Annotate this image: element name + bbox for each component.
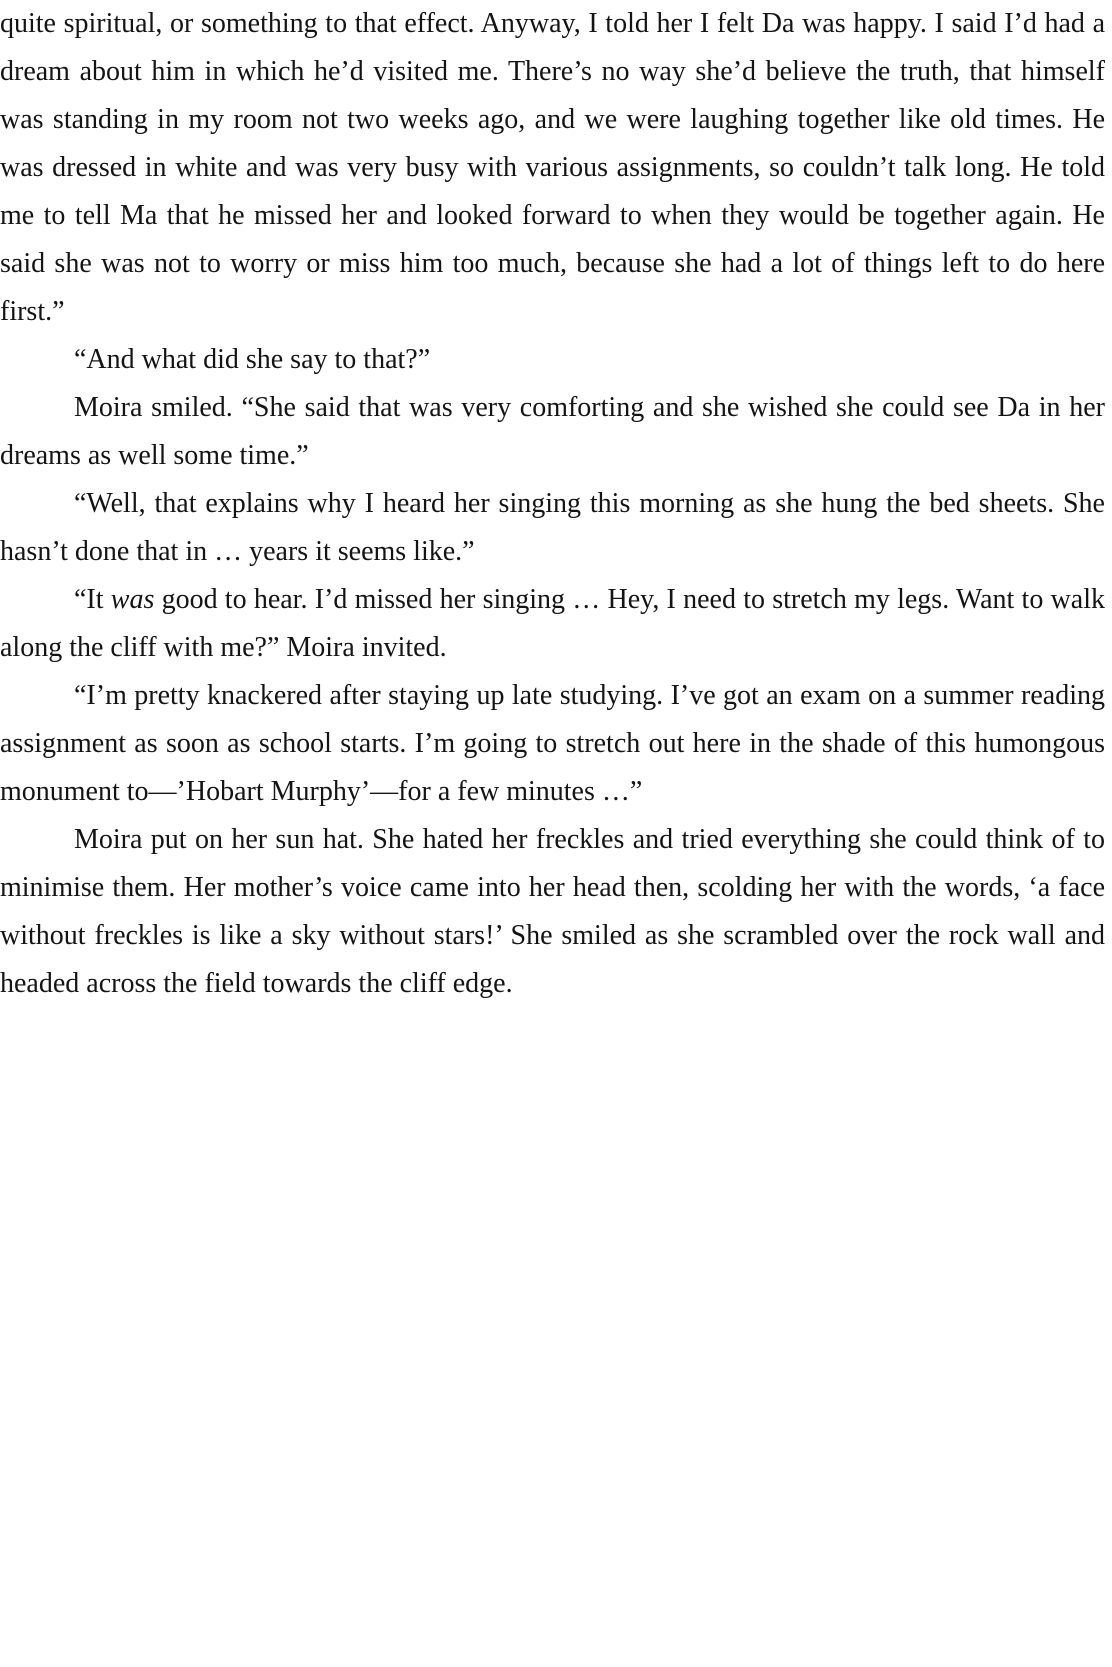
text-segment: “Well, that explains why I heard her singing this morning as she hung the bed sheets. She hasn’t done that in … years it seems like.” <box>0 488 1105 567</box>
paragraph <box>0 384 1105 480</box>
paragraph <box>0 336 1105 384</box>
paragraph <box>0 672 1105 816</box>
paragraph <box>0 480 1105 576</box>
text-segment: “And what did she say to that?” <box>74 344 431 375</box>
text-segment: quite spiritual, or something to that effect. Anyway, I told her I felt Da was happy. I said I’d had a dream about him in which he’d visited me. There’s no way she’d believe the truth, that himself was standing in my room not two weeks ago, and we were laughing together like old times. He was dressed in white and was very busy with various assignments, so couldn’t talk long. He told me to tell Ma that he missed her and looked forward to when they would be together again. He said she was not to worry or miss him too much, because she had a lot of things left to do here first.” <box>0 8 1105 327</box>
text-segment: “I’m pretty knackered after staying up late studying. I’ve got an exam on a summer reading assignment as soon as school starts. I’m going to stretch out here in the shade of this humongous monument to—’Hobart Murphy’—for a few minutes …” <box>0 680 1105 807</box>
text-segment: good to hear. I’d missed her singing … Hey, I need to stretch my legs. Want to walk along the cliff with me?” Moira invited. <box>0 584 1105 663</box>
text-segment: “It <box>74 584 111 615</box>
paragraph <box>0 576 1105 672</box>
text-segment: Moira put on her sun hat. She hated her freckles and tried everything she could think of to minimise them. Her mother’s voice came into her head then, scolding her with the words, ‘a face without freckles is like a sky without stars!’ She smiled as she scrambled over the rock wall and headed across the field towards the cliff edge. <box>0 824 1105 999</box>
paragraph <box>0 0 1105 336</box>
emphasized-text: was <box>110 584 155 615</box>
paragraph <box>0 816 1105 1008</box>
text-segment: Moira smiled. “She said that was very comforting and she wished she could see Da in her dreams as well some time.” <box>0 392 1105 471</box>
